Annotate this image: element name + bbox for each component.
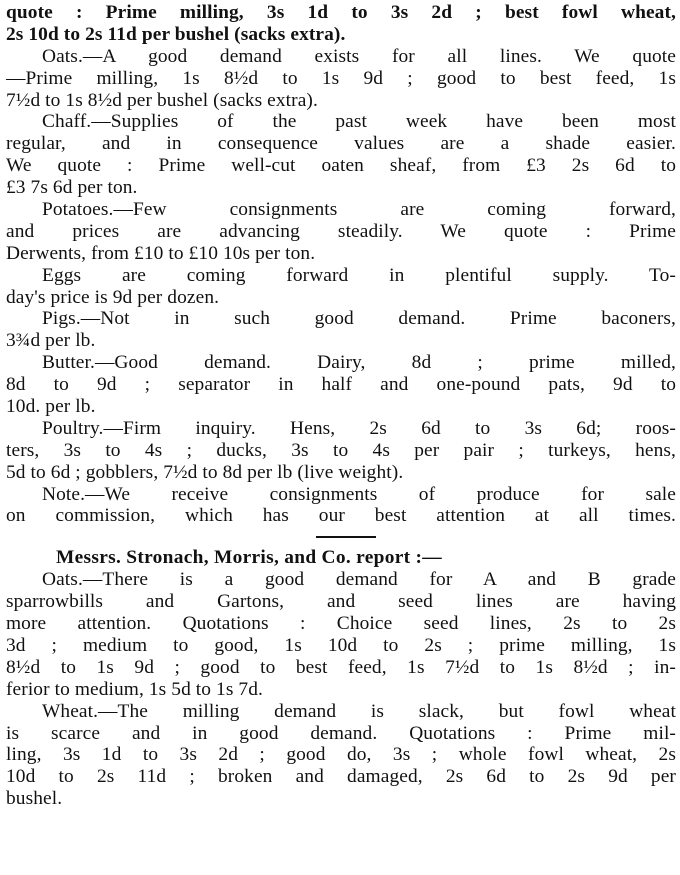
text-line: We quote : Prime well-cut oaten sheaf, from £3 2s 6d to [6, 155, 676, 177]
text-line: —Prime milling, 1s 8½d to 1s 9d ; good to best feed, 1s [6, 67, 676, 89]
paragraph-potatoes: Potatoes.—Few consignments are coming forward, [42, 199, 676, 221]
text-line: Derwents, from £10 to £10 10s per ton. [6, 242, 316, 264]
text-line: £3 7s 6d per ton. [6, 177, 138, 199]
text-line: 8d to 9d ; separator in half and one-pound pats, 9d to [6, 374, 676, 396]
text-line: 10d to 2s 11d ; broken and damaged, 2s 6d to 2s 9d per [6, 766, 676, 788]
market-report-section-1 [6, 2, 676, 527]
text-line: ters, 3s to 4s ; ducks, 3s to 4s per pair ; turkeys, hens, [6, 439, 676, 461]
divider-rule [316, 536, 376, 538]
text-line: and prices are advancing steadily. We quote : Prime [6, 220, 676, 242]
paragraph-poultry: Poultry.—Firm inquiry. Hens, 2s 6d to 3s 6d; roos- [42, 417, 676, 439]
text-line: ferior to medium, 1s 5d to 1s 7d. [6, 678, 263, 700]
paragraph-oats: Oats.—A good demand exists for all lines. We quote [42, 45, 676, 67]
text-line: day's price is 9d per dozen. [6, 286, 220, 308]
text-line: 3¾d per lb. [6, 330, 96, 352]
text-line: 5d to 6d ; gobblers, 7½d to 8d per lb (live weight). [6, 461, 404, 483]
text-line: is scarce and in good demand. Quotations : Prime mil- [6, 722, 676, 744]
paragraph-note: Note.—We receive consignments of produce for sale [42, 483, 676, 505]
text-line: sparrowbills and Gartons, and seed lines are having [6, 591, 676, 613]
text-line: quote : Prime milling, 3s 1d to 3s 2d ; best fowl wheat, [6, 2, 676, 23]
text-line: on commission, which has our best attention at all times. [6, 505, 676, 527]
text-line: 10d. per lb. [6, 396, 96, 418]
paragraph-oats: Oats.—There is a good demand for A and B grade [42, 569, 676, 591]
paragraph-wheat: Wheat.—The milling demand is slack, but fowl wheat [42, 700, 676, 722]
report-heading: Messrs. Stronach, Morris, and Co. report :— [56, 547, 442, 569]
text-line: regular, and in consequence values are a shade easier. [6, 133, 676, 155]
market-report-section-2 [6, 547, 676, 810]
text-line: 7½d to 1s 8½d per bushel (sacks extra). [6, 89, 318, 111]
text-line: bushel. [6, 788, 63, 810]
section-divider [6, 527, 676, 547]
text-line: more attention. Quotations : Choice seed lines, 2s to 2s [6, 613, 676, 635]
paragraph-butter: Butter.—Good demand. Dairy, 8d ; prime milled, [42, 352, 676, 374]
paragraph-pigs: Pigs.—Not in such good demand. Prime baconers, [42, 308, 676, 330]
text-line: 2s 10d to 2s 11d per bushel (sacks extra). [6, 23, 346, 45]
text-line: ling, 3s 1d to 3s 2d ; good do, 3s ; whole fowl wheat, 2s [6, 744, 676, 766]
paragraph-eggs: Eggs are coming forward in plentiful supply. To- [42, 264, 676, 286]
newspaper-column [6, 2, 676, 810]
paragraph-chaff: Chaff.—Supplies of the past week have been most [42, 111, 676, 133]
text-line: 8½d to 1s 9d ; good to best feed, 1s 7½d to 1s 8½d ; in- [6, 656, 676, 678]
text-line: 3d ; medium to good, 1s 10d to 2s ; prime milling, 1s [6, 634, 676, 656]
